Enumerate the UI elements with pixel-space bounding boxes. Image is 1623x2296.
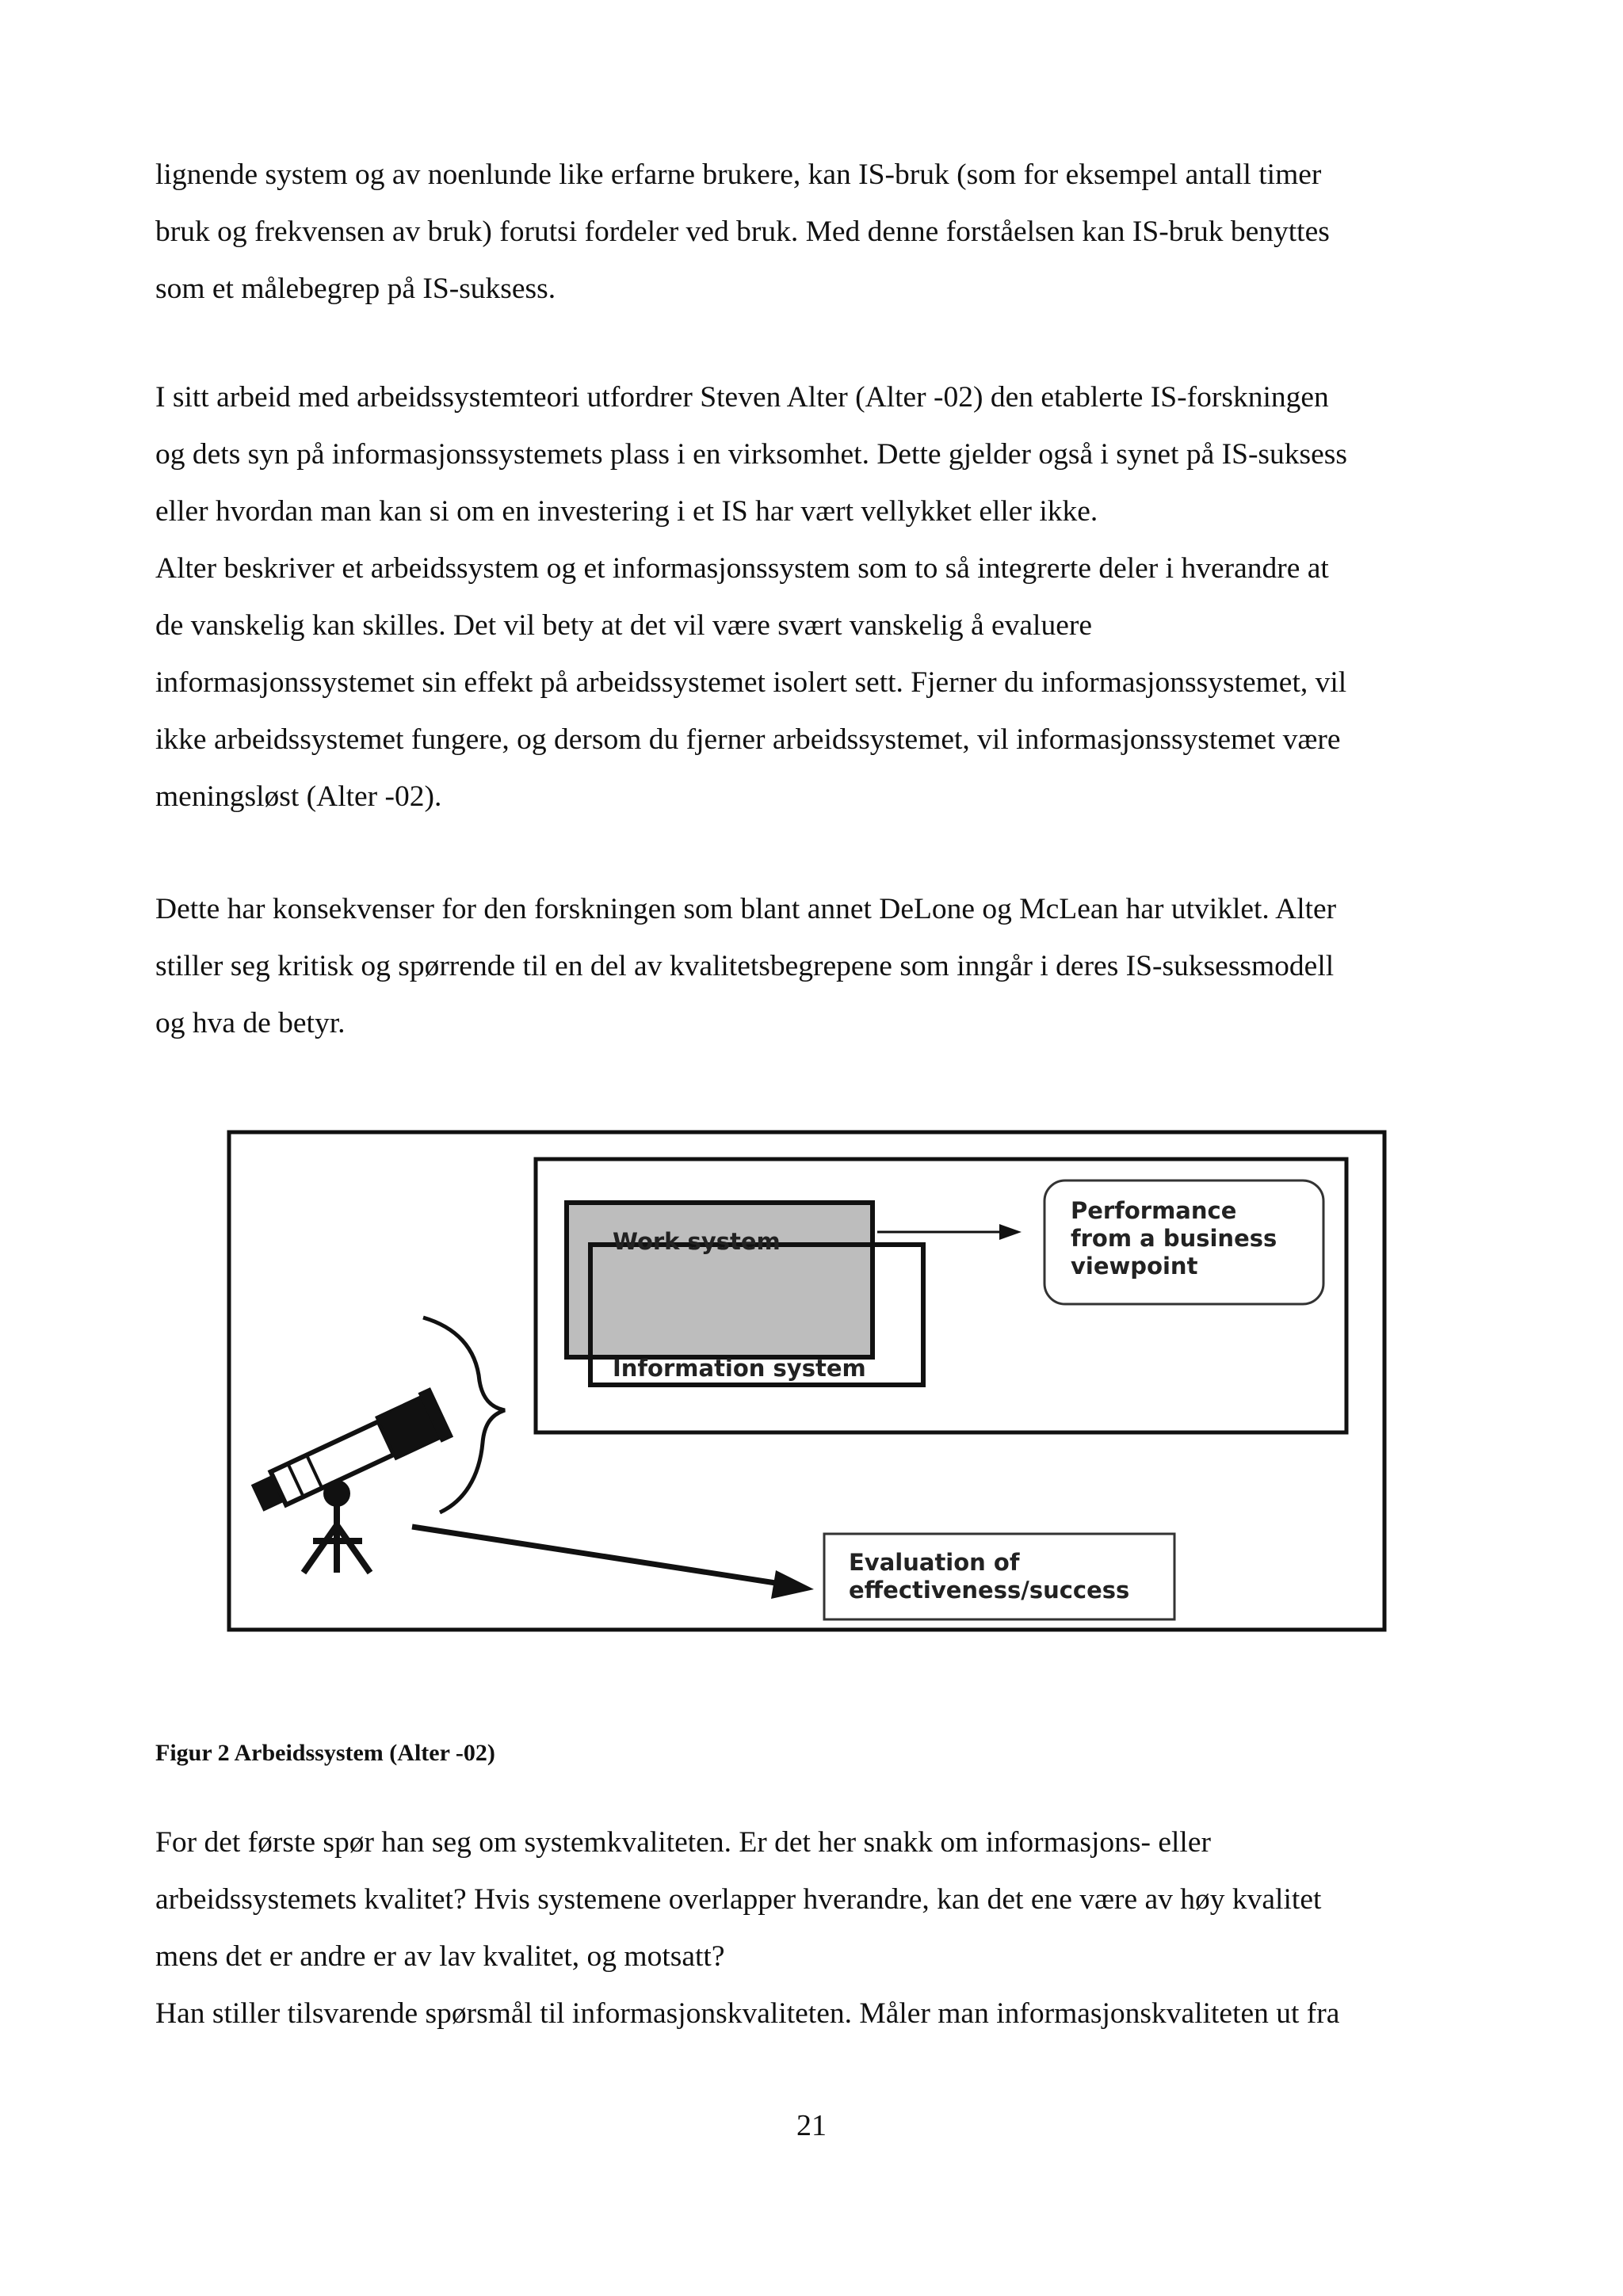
paragraph-2 xyxy=(155,369,1487,826)
performance-label: Performance xyxy=(1071,1197,1237,1224)
text-line: arbeidssystemets kvalitet? Hvis systemene overlapper hverandre, kan det ene være av høy kvalitet xyxy=(155,1883,1322,1916)
evaluation-label: Evaluation of xyxy=(849,1549,1020,1576)
text-line: bruk og frekvensen av bruk) forutsi fordeler ved bruk. Med denne forståelsen kan IS-bruk benyttes xyxy=(155,215,1330,248)
text-line: ikke arbeidssystemet fungere, og dersom du fjerner arbeidssystemet, vil informasjonssystemet være xyxy=(155,723,1341,756)
text-line: informasjonssystemet sin effekt på arbeidssystemet isolert sett. Fjerner du informasjonssystemet, vil xyxy=(155,666,1347,699)
text-line: og hva de betyr. xyxy=(155,1007,346,1039)
performance-label: viewpoint xyxy=(1071,1253,1198,1280)
information-system-label: Information system xyxy=(613,1355,866,1382)
paragraph-4 xyxy=(155,1814,1487,2042)
text-line: For det første spør han seg om systemkvaliteten. Er det her snakk om informasjons- eller xyxy=(155,1826,1211,1859)
text-line: Dette har konsekvenser for den forskningen som blant annet DeLone og McLean har utviklet. Alter xyxy=(155,893,1337,925)
figure-caption: Figur 2 Arbeidssystem (Alter -02) xyxy=(155,1740,495,1766)
text-line: de vanskelig kan skilles. Det vil bety at det vil være svært vanskelig å evaluere xyxy=(155,609,1092,642)
text-line: eller hvordan man kan si om en investering i et IS har vært vellykket eller ikke. xyxy=(155,495,1098,528)
text-line: mens det er andre er av lav kvalitet, og motsatt? xyxy=(155,1940,725,1973)
text-line: som et målebegrep på IS-suksess. xyxy=(155,273,556,305)
work-system-label: Work system xyxy=(613,1228,781,1255)
text-line: Alter beskriver et arbeidssystem og et informasjonssystem som to så integrerte deler i hverandre at xyxy=(155,552,1329,585)
paragraph-1 xyxy=(155,147,1487,318)
page-number: 21 xyxy=(796,2109,827,2142)
work-system-box xyxy=(567,1203,873,1357)
work-system-figure xyxy=(226,1129,1388,1633)
text-line: lignende system og av noenlunde like erfarne brukere, kan IS-bruk (som for eksempel antall timer xyxy=(155,158,1322,191)
text-line: Han stiller tilsvarende spørsmål til informasjonskvaliteten. Måler man informasjonskvaliteten ut fra xyxy=(155,1997,1340,2030)
performance-label: from a business xyxy=(1071,1225,1277,1252)
paragraph-3 xyxy=(155,881,1487,1052)
text-line: I sitt arbeid med arbeidssystemteori utfordrer Steven Alter (Alter -02) den etablerte IS-forskningen xyxy=(155,381,1329,414)
text-line: meningsløst (Alter -02). xyxy=(155,780,442,813)
evaluation-label: effectiveness/success xyxy=(849,1577,1130,1604)
text-line: og dets syn på informasjonssystemets plass i en virksomhet. Dette gjelder også i synet på IS-suksess xyxy=(155,438,1347,471)
text-line: stiller seg kritisk og spørrende til en del av kvalitetsbegrepene som inngår i deres IS-suksessmodell xyxy=(155,950,1335,982)
